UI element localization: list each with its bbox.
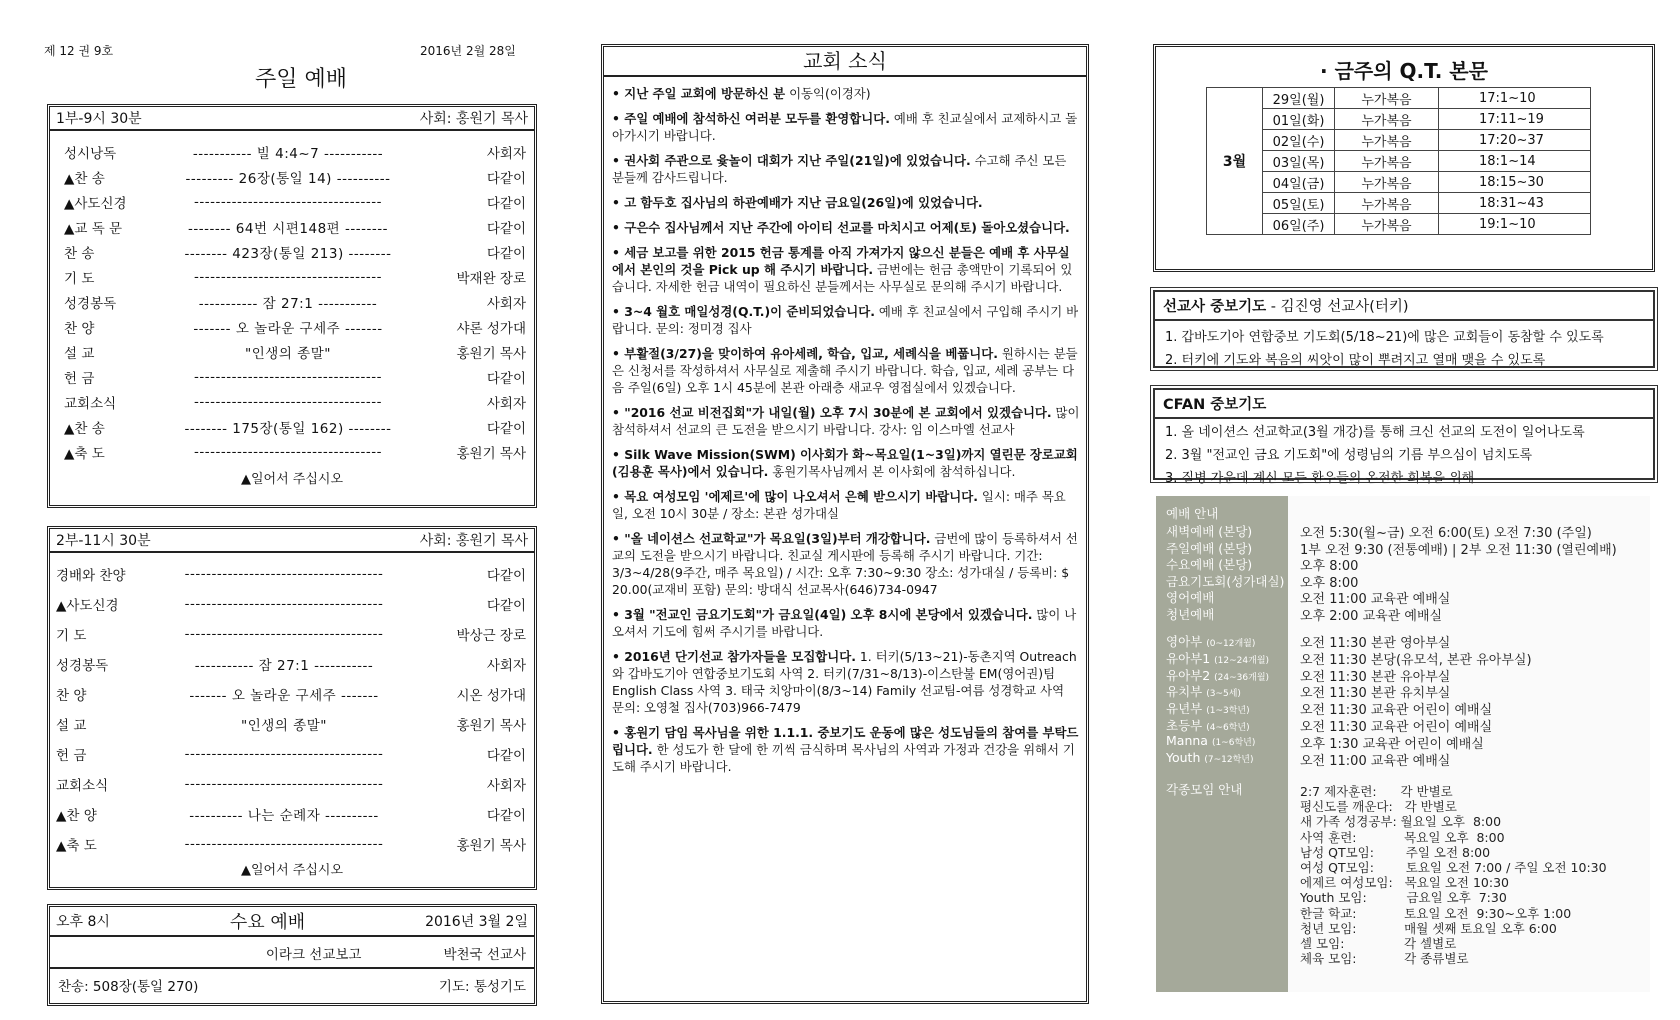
order-detail: ----------------------------------- [194,268,382,285]
order-detail: -------- 423장(통일 213) -------- [184,245,392,262]
order-person: 박재완 장로 [456,270,526,287]
service-time: 오후 8:00 [1300,575,1359,591]
prayer-item: 1. 올 네이션스 선교학교(3월 개강)를 통해 크신 선교의 도전이 일어나도록 [1165,425,1585,440]
order-detail: ----------------------------------- [194,443,382,460]
wed-hymn: 찬송: 508장(통일 270) [58,979,199,995]
service-name: 주일예배 (본당) [1166,540,1253,556]
order-label: 설 교 [64,345,95,362]
qt-day: 01일(화) [1263,109,1335,130]
order-row [64,139,526,164]
order-row [64,314,526,339]
order-detail: ----------------------------------- [194,368,382,385]
order-detail: ----------- 빌 4:4~7 ----------- [192,145,384,162]
order-detail: ----------------------------------- [194,193,382,210]
news-item-detail: 예배 후 친교실에서 교제하시고 돌아가시기 바랍니다. [612,111,1078,143]
order-detail: ------------------------------------- [184,836,384,852]
order-row [56,829,526,859]
order-person: 홍원기 목사 [456,345,526,362]
dept-age: (0~12개월) [1206,639,1256,649]
department-time: 오전 11:30 본관 유아부실 [1300,669,1451,685]
order-row [56,649,526,679]
service-name: 청년예배 [1166,606,1215,622]
news-item-title: • "2016 선교 비전집회"가 내일(월) 오후 7시 30분에 본 교회에서 있겠습니다. [612,405,1052,420]
order-detail: -------- 175장(통일 162) -------- [184,420,392,437]
service1-order [50,131,534,464]
order-detail: ------------------------------------- [184,626,384,642]
order-row [64,389,526,414]
department-time: 오전 11:00 교육관 예배실 [1300,753,1451,769]
order-label: 성경봉독 [64,295,117,312]
department-name [1166,716,1250,734]
qt-passage: 18:31~43 [1439,193,1591,214]
service1-title: 1부-9시 30분 [56,111,142,127]
qt-day: 06일(주) [1263,214,1335,235]
qt-row [1207,172,1591,193]
order-detail: "인생의 종말" [245,345,331,362]
news-item-title: • 권사회 주관으로 윷놀이 대회가 지난 주일(21일)에 있었습니다. [612,153,971,168]
department-time: 오전 11:30 교육관 어린이 예배실 [1300,703,1493,719]
news-item [604,530,1086,598]
order-row [64,239,526,264]
news-item-detail: 이동익(이경자) [789,86,871,101]
info-heading: 예배 안내 [1166,506,1219,521]
service-time: 오전 11:00 교육관 예배실 [1300,592,1451,607]
order-detail: ------------------------------------- [184,596,384,612]
department-name [1166,682,1241,700]
order-detail: -------- 64번 시편148편 -------- [188,220,388,237]
service1-footer: ▲일어서 주십시오 [240,472,344,487]
order-person: 사회자 [486,295,526,312]
news-item-title: • Silk Wave Mission(SWM) 이사회가 화~목요일(1~3일)까지 열린문 장로교회(김용훈 목사)에서 있습니다. [612,447,1078,479]
news-item [604,724,1086,775]
service1-box [47,104,537,508]
service-time: 오전 5:30(월~금) 오전 6:00(토) 오전 7:30 (주일) [1300,526,1592,541]
dept-age: (24~36개월) [1214,672,1270,683]
service-name: 새벽예배 (본당) [1166,524,1253,539]
qt-passage: 17:20~37 [1439,130,1591,151]
group-item: 2:7 제자훈련: 각 반별로 [1300,784,1453,799]
dept-name: 유아부1 [1166,650,1211,666]
order-label: ▲축 도 [64,445,105,462]
order-person: 다같이 [486,170,526,187]
order-label: 성시낭독 [64,145,117,162]
order-detail: ------- 오 놀라운 구세주 ------- [193,320,383,337]
order-row [64,214,526,239]
prayer-item: 1. 갑바도기아 연합중보 기도회(5/18~21)에 많은 교회들이 동참할 수 있도록 [1165,330,1604,345]
order-person: 다같이 [486,420,526,437]
service-time: 1부 오전 9:30 (전통예배) | 2부 오전 11:30 (열린예배) [1300,542,1617,558]
order-row [56,559,526,589]
groups-heading: 각종모임 안내 [1166,782,1243,797]
qt-day: 03일(목) [1263,151,1335,172]
prayer-item: 3. 질병 가운데 계신 모든 환우들의 온전한 회복을 위해 [1165,471,1475,486]
service-name: 수요예배 (본당) [1166,557,1253,572]
qt-passage: 17:11~19 [1439,109,1591,130]
news-item [604,110,1086,144]
order-person: 사회자 [486,395,526,412]
dept-name: Manna [1166,732,1208,748]
qt-row [1207,109,1591,130]
service-name: 금요기도회(성가대실) [1166,573,1285,589]
qt-row [1207,151,1591,172]
group-item: 새 가족 성경공부: 월요일 오후 8:00 [1300,814,1502,830]
order-label: ▲교 독 문 [64,220,123,237]
page-title: 주일 예배 [255,67,348,92]
news-item-title: • 목요 여성모임 '에제르'에 많이 나오셔서 은혜 받으시기 바랍니다. [612,489,978,504]
order-row [56,769,526,799]
order-person: 다같이 [486,598,526,614]
qt-row [1207,88,1591,109]
news-item-title: • 홍원기 담임 목사님을 위한 1.1.1. 중보기도 운동에 많은 성도님들의 참여를 부탁드립니다. [612,725,1078,757]
service2-box [47,526,537,890]
group-item: 평신도를 깨운다: 각 반별로 [1300,799,1457,815]
dept-name: Youth [1166,749,1201,765]
group-item: 셀 모임: 각 셀별로 [1300,936,1457,951]
news-item-title: • 주일 예배에 참석하신 여러분 모두를 환영합니다. [612,111,890,126]
order-row [64,439,526,464]
order-row [56,739,526,769]
service2-leader: 사회: 홍원기 목사 [419,533,528,549]
department-name [1166,649,1269,667]
order-row [64,264,526,289]
qt-day: 29일(월) [1263,88,1335,109]
dept-name: 유아부2 [1166,667,1211,683]
news-item-title: • 3~4 월호 매일성경(Q.T.)이 준비되었습니다. [612,304,875,319]
news-item-detail: 한 성도가 한 달에 한 끼씩 금식하며 목사님의 사역과 가정과 건강을 위해서 기도해 주시기 바랍니다. [612,742,1075,774]
department-name [1166,733,1255,748]
missionary-title: 선교사 중보기도 [1163,299,1267,315]
order-person: 사회자 [486,778,526,794]
wed-speaker: 박천국 선교사 [443,947,526,963]
order-label: ▲축 도 [56,838,97,854]
qt-day: 04일(금) [1263,172,1335,193]
dept-name: 유년부 [1166,701,1203,717]
order-detail: ----------- 잠 27:1 ----------- [198,295,378,312]
missionary-subtitle: - 김진영 선교사(터키) [1266,299,1409,315]
qt-box [1153,44,1655,272]
order-label: 기 도 [56,628,87,644]
news-item-title: • 구은수 집사님께서 지난 주간에 아이티 선교를 마치시고 어제(토) 돌아오셨습니다. [612,220,1070,235]
order-person: 다같이 [486,195,526,212]
group-item: 에제르 여성모임: 목요일 오전 10:30 [1300,875,1509,891]
news-item [604,152,1086,186]
news-item-detail: 많이 나오셔서 기도에 힘써 주시기를 바랍니다. [612,607,1077,639]
volume-number: 제 12 권 9호 [44,44,114,58]
order-detail: ----------- 잠 27:1 ----------- [194,658,374,674]
order-person: 다같이 [486,220,526,237]
order-label: 성경봉독 [56,658,109,674]
news-item-detail: 금번에 많이 등록하셔서 선교의 도전을 받으시기 바랍니다. 친교실 게시판에 등록해 주시기 바랍니다. 기간: 3/3~4/28(9주간, 매주 목요일) / 시간: 오후 7:30~9:30 장소: 성가대실 / 등록비: $ 20.00(교재비 포함) 문의: 방대식 선교목사(646)734-0947 [612,531,1078,597]
order-detail: ----------------------------------- [194,393,382,410]
group-item: Youth 모임: 금요일 오후 7:30 [1300,890,1507,906]
news-item-detail: 홍원기목사님께서 본 이사회에 참석하십니다. [772,464,1016,479]
qt-book: 누가복음 [1335,130,1439,151]
news-item [604,345,1086,396]
group-item: 남성 QT모임: 주일 오전 8:00 [1300,844,1491,860]
order-person: 사회자 [486,145,526,162]
order-person: 박상근 장로 [456,628,526,644]
order-label: 설 교 [56,718,87,734]
order-row [56,679,526,709]
order-label: 찬 송 [64,245,95,262]
order-label: ▲사도신경 [56,598,119,614]
qt-book: 누가복음 [1335,151,1439,172]
news-item-detail: 1. 터키(5/13~21)-동촌지역 Outreach와 갑바도기아 연합중보기도회 사역 2. 터키(7/31~8/13)-이스탄불 EM(영어권)팀 English Class 사역 3. 태국 치앙마이(8/3~14) Family 선교팀-여름 성경학교 사역 문의: 오영철 집사(703)966-7479 [612,649,1077,715]
group-item: 체육 모임: 각 종류별로 [1300,951,1469,967]
dept-age: (7~12학년) [1204,754,1254,765]
dept-name: 영아부 [1166,634,1203,649]
news-item [604,648,1086,716]
order-person: 홍원기 목사 [456,838,526,854]
order-label: 헌 금 [64,370,95,387]
dept-name: 초등부 [1166,718,1203,733]
dept-name: 유치부 [1166,684,1203,700]
wed-program: 이라크 선교보고 [265,947,362,963]
order-label: 기 도 [64,270,95,287]
group-item: 여성 QT모임: 토요일 오전 7:00 / 주일 오전 10:30 [1300,860,1607,875]
department-name [1166,750,1254,765]
dept-age: (4~6학년) [1206,723,1250,733]
news-item [604,85,1086,102]
order-detail: ---------- 나는 순례자 ---------- [189,808,379,824]
qt-book: 누가복음 [1335,193,1439,214]
order-row [56,589,526,619]
order-label: 찬 양 [56,688,87,704]
dept-age: (12~24개월) [1214,655,1270,666]
qt-book: 누가복음 [1335,88,1439,109]
news-item-title: • 고 함두호 집사님의 하관예배가 지난 금요일(26일)에 있었습니다. [612,195,983,210]
news-item-title: • 세금 보고를 위한 2015 헌금 통계를 아직 가져가지 않으신 분들은 예배 후 사무실에서 본인의 것을 Pick up 해 주시기 바랍니다. [612,245,1070,277]
department-time: 오전 11:30 본관 영아부실 [1300,636,1451,651]
order-label: 교회소식 [64,395,117,412]
order-detail: ------------------------------------- [184,776,384,792]
order-label: 찬 양 [64,320,95,337]
order-person: 시온 성가대 [456,688,526,704]
news-list [604,85,1086,775]
news-title: 교회 소식 [604,47,1086,77]
order-row [64,364,526,389]
news-item [604,194,1086,211]
order-detail: ------- 오 놀라운 구세주 ------- [189,688,379,704]
news-item-detail: 수고해 주신 모든 분들께 감사드립니다. [612,153,1067,185]
dept-age: (1~3학년) [1206,706,1250,717]
news-item-detail: 원하시는 분들은 신청서를 작성하셔서 사무실로 제출해 주시기 바랍니다. 학습, 입교, 세례 공부는 다음 주일(6일) 오후 1시 45분에 본관 아래층 새교우 영접실에서 있겠습니다. [612,346,1078,395]
order-row [64,414,526,439]
group-item: 한글 학교: 토요일 오전 9:30~오후 1:00 [1300,905,1572,921]
wednesday-box [47,904,537,1006]
news-item-title: • 부활절(3/27)을 맞이하여 유아세례, 학습, 입교, 세례식을 베풉니다. [612,346,998,361]
prayer-item: 2. 터키에 기도와 복음의 씨앗이 많이 뿌려지고 열매 맺을 수 있도록 [1165,353,1546,368]
order-row [64,189,526,214]
order-label: ▲찬 송 [64,170,105,187]
news-item [604,219,1086,236]
order-row [64,289,526,314]
group-item: 사역 훈련: 목요일 오후 8:00 [1300,829,1505,845]
news-item-title: • 2016년 단기선교 참가자들을 모집합니다. [612,649,856,664]
service2-footer: ▲일어서 주십시오 [240,863,344,878]
news-item-title: • 3월 "전교인 금요기도회"가 금요일(4일) 오후 8시에 본당에서 있겠습니다. [612,607,1032,622]
department-time: 오후 1:30 교육관 어린이 예배실 [1300,736,1484,752]
qt-table [1206,87,1591,235]
news-item-detail: 일시: 매주 목요일, 오전 10시 30분 / 장소: 본관 성가대실 [612,489,1066,521]
order-person: 다같이 [486,370,526,387]
order-person: 홍원기 목사 [456,718,526,734]
qt-title: · 금주의 Q.T. 본문 [1320,59,1488,83]
department-time: 오전 11:30 본관 유치부실 [1300,686,1451,702]
order-person: 샤론 성가대 [456,320,526,337]
order-person: 다같이 [486,748,526,764]
order-person: 다같이 [486,568,526,584]
order-label: 경배와 찬양 [56,568,126,584]
service2-title: 2부-11시 30분 [56,533,151,549]
qt-passage: 18:15~30 [1439,172,1591,193]
order-label: ▲찬 양 [56,808,97,824]
order-label: 교회소식 [56,778,109,794]
news-item-detail: 예배 후 친교실에서 구입해 주시기 바랍니다. 문의: 정미경 집사 [612,304,1079,336]
qt-month: 3월 [1207,88,1263,235]
service-name: 영어예배 [1166,590,1215,605]
order-label: 헌 금 [56,748,87,764]
wed-date: 2016년 3월 2일 [425,914,528,930]
news-item [604,244,1086,295]
order-detail: ------------------------------------- [184,746,384,762]
qt-passage: 17:1~10 [1439,88,1591,109]
department-name [1166,699,1250,717]
department-time: 오전 11:30 교육관 어린이 예배실 [1300,720,1493,735]
order-person: 다같이 [486,808,526,824]
qt-book: 누가복음 [1335,172,1439,193]
service-time: 오후 8:00 [1300,559,1359,574]
qt-row [1207,193,1591,214]
order-detail: --------- 26장(통일 14) ---------- [185,170,391,187]
order-label: ▲사도신경 [64,195,127,212]
order-row [56,619,526,649]
qt-passage: 19:1~10 [1439,214,1591,235]
service-info-panel [1156,496,1650,992]
wed-title: 수요 예배 [229,912,306,933]
qt-day: 02일(수) [1263,130,1335,151]
dept-age: (3~5세) [1206,689,1241,700]
news-item-title: • "올 네이션스 선교학교"가 목요일(3일)부터 개강합니다. [612,531,930,546]
order-person: 홍원기 목사 [456,445,526,462]
dept-age: (1~6학년) [1211,737,1256,748]
order-row [64,164,526,189]
qt-book: 누가복음 [1335,214,1439,235]
wed-prayer: 기도: 통성기도 [438,979,526,995]
qt-passage: 18:1~14 [1439,151,1591,172]
info-label-column [1156,496,1288,992]
prayer-item: 2. 3월 "전교인 금요 기도회"에 성령님의 기름 부으심이 넘치도록 [1165,448,1533,463]
qt-row [1207,130,1591,151]
news-item-title: • 지난 주일 교회에 방문하신 분 [612,86,785,101]
order-label: ▲찬 송 [64,420,105,437]
news-item-detail: 많이 참석하셔서 선교의 큰 도전을 받으시기 바랍니다. 강사: 임 이스마엘 선교사 [612,405,1080,437]
wed-time: 오후 8시 [56,914,110,930]
group-item: 청년 모임: 매월 셋째 토요일 오후 6:00 [1300,920,1557,936]
order-row [56,799,526,829]
department-time: 오전 11:30 본당(유모석, 본관 유아부실) [1300,652,1532,668]
qt-book: 누가복음 [1335,109,1439,130]
cfan-title: CFAN 중보기도 [1155,390,1653,419]
order-person: 다같이 [486,245,526,262]
order-detail: "인생의 종말" [241,718,327,734]
service1-leader: 사회: 홍원기 목사 [419,111,528,127]
order-person: 사회자 [486,658,526,674]
qt-day: 05일(토) [1263,193,1335,214]
news-item [604,446,1086,480]
order-detail: ------------------------------------- [184,566,384,582]
service-time: 오후 2:00 교육관 예배실 [1300,608,1443,624]
order-row [56,709,526,739]
order-row [64,339,526,364]
cfan-prayer-box [1153,388,1655,486]
news-item [604,303,1086,337]
news-item [604,606,1086,640]
service2-order [50,553,534,859]
bulletin-date: 2016년 2월 28일 [420,44,516,58]
news-item-detail: 금번에는 헌금 총액만이 기록되어 있습니다. 자세한 헌금 내역이 필요하신 분들께서는 사무실로 문의해 주시기 바랍니다. [612,262,1073,294]
qt-row [1207,214,1591,235]
news-item [604,488,1086,522]
news-item [604,404,1086,438]
missionary-prayer-box [1153,290,1655,368]
church-news [601,44,1089,1004]
department-name [1166,666,1269,684]
department-name [1166,632,1255,650]
